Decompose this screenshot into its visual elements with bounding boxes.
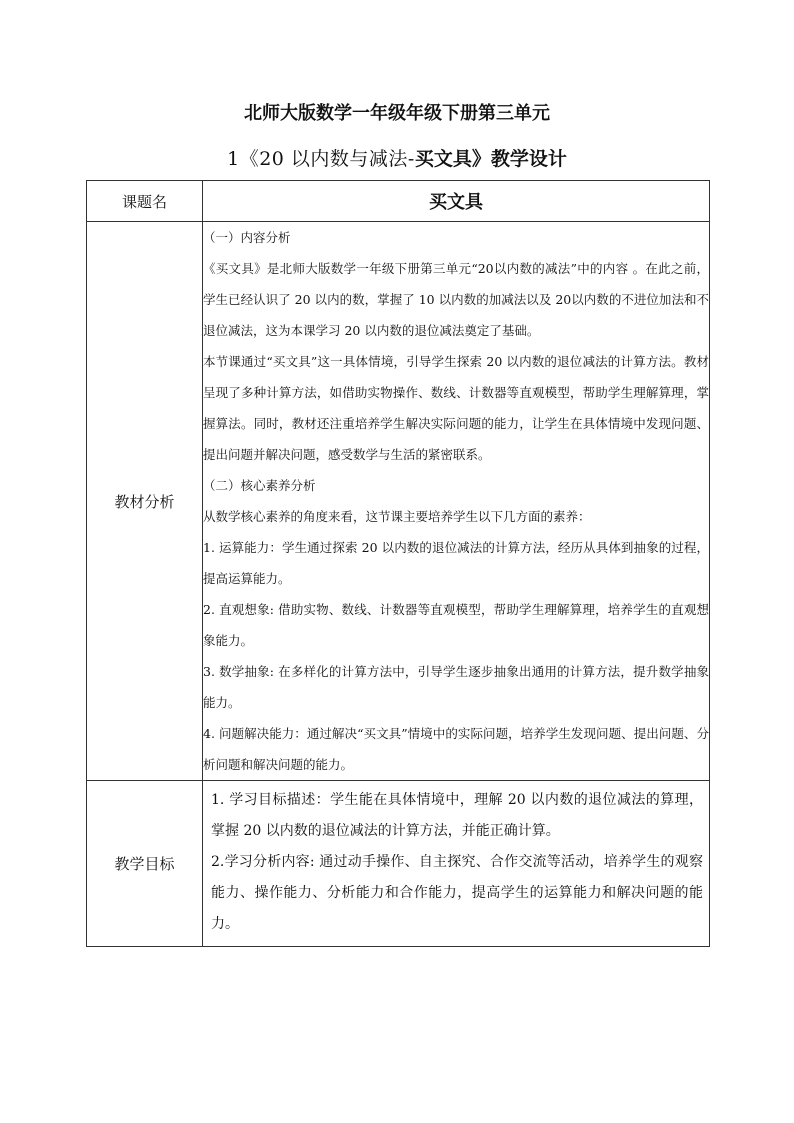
teaching-goals-label: 教学目标 [87,781,203,947]
core-literacy-item: 4. 问题解决能力：通过解决“买文具”情境中的实际问题，培养学生发现问题、提出问题、分析问题和解决问题的能力。 [203,726,709,772]
teaching-goal-item: 1. 学习目标描述：学生能在具体情境中，理解 20 以内数的退位减法的算理，掌握 20 以内数的退位减法的计算方法，并能正确计算。 [211,792,703,839]
core-literacy-heading: （二）核心素养分析 [203,478,316,493]
teaching-goals-row [87,781,710,947]
lesson-plan-table [86,180,710,947]
header-row [87,181,710,222]
material-analysis-label: 教材分析 [87,222,203,781]
subtitle-bold: 买文具》教学设计 [414,148,567,170]
subtitle-prefix: 1《20 以内数与减法- [227,148,415,170]
content-analysis-paragraph: 本节课通过“买文具”这一具体情境，引导学生探索 20 以内数的退位减法的计算方法。教材呈现了多种计算方法，如借助实物操作、数线、计数器等直观模型，帮助学生理解算理，掌握算法。同时，教材还注重培养学生解决实际问题的能力，让学生在具体情境中发现问题、提出问题并解决问题，感受数学与生活的紧密联系。 [203,354,709,462]
topic-label: 课题名 [87,181,203,222]
document-subtitle [0,144,794,174]
core-literacy-item: 2. 直观想象: 借助实物、数线、计数器等直观模型，帮助学生理解算理，培养学生的直观想象能力。 [203,602,709,648]
core-literacy-intro: 从数学核心素养的角度来看，这节课主要培养学生以下几方面的素养： [203,509,591,524]
core-literacy-item: 1. 运算能力：学生通过探索 20 以内数的退位减法的计算方法，经历从具体到抽象的过程，提高运算能力。 [203,540,709,586]
material-analysis-row [87,222,710,781]
content-analysis-heading: （一）内容分析 [203,230,291,245]
teaching-goals-content [203,781,710,947]
document-title: 北师大版数学一年级年级下册第三单元 [244,103,550,124]
material-analysis-content [203,222,710,781]
teaching-goal-item: 2.学习分析内容: 通过动手操作、自主探究、合作交流等活动，培养学生的观察能力、操作能力、分析能力和合作能力，提高学生的运算能力和解决问题的能力。 [211,854,703,932]
topic-value: 买文具 [203,181,710,222]
content-analysis-paragraph: 《买文具》是北师大版数学一年级下册第三单元“20以内数的减法”中的内容 。在此之前，学生已经认识了 20 以内的数，掌握了 10 以内数的加减法以及 20以内数的不进位加法和不退位减法，这为本课学习 20 以内数的退位减法奠定了基础。 [203,261,709,338]
core-literacy-item: 3. 数学抽象: 在多样化的计算方法中，引导学生逐步抽象出通用的计算方法，提升数学抽象能力。 [203,664,709,710]
